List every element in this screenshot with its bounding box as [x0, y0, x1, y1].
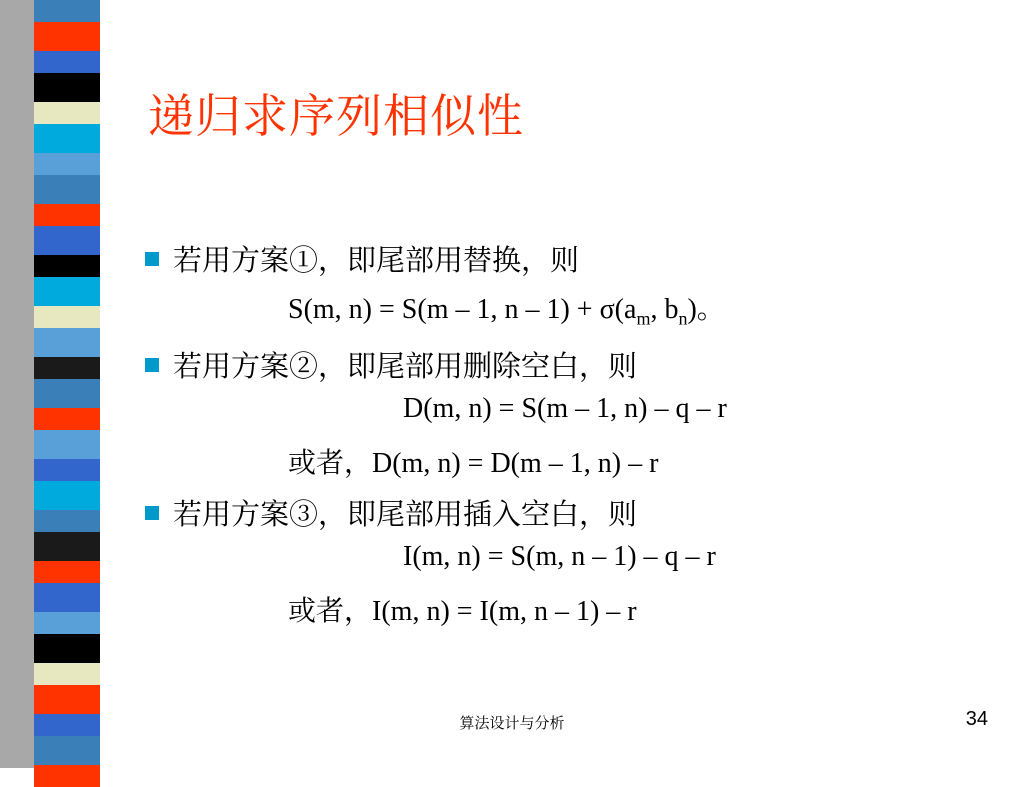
ribbon-band	[34, 663, 100, 685]
ribbon-band	[34, 765, 100, 787]
ribbon-band	[34, 226, 100, 255]
ribbon-band	[34, 153, 100, 175]
formula-text: D(m, n) = S(m – 1, n) – q – r	[403, 393, 727, 424]
ribbon-band	[34, 277, 100, 306]
bullet-text: 若用方案③，即尾部用插入空白，则	[173, 497, 638, 531]
bullet-item-1	[145, 238, 579, 279]
formula-deletion-alt	[288, 441, 658, 481]
formula-deletion	[403, 393, 727, 425]
formula-subscript-m: m	[636, 308, 651, 329]
bullet-item-2	[145, 344, 637, 385]
formula-text: D(m, n) = D(m – 1, n) – r	[372, 448, 659, 479]
formula-text: I(m, n) = S(m, n – 1) – q – r	[403, 541, 716, 572]
formula-subscript-n: n	[678, 308, 688, 329]
ribbon-band	[34, 634, 100, 663]
formula-prefix: 或者，	[288, 596, 373, 627]
formula-substitution	[288, 287, 725, 330]
bullet-text: 若用方案②，即尾部用删除空白，则	[173, 349, 638, 383]
ribbon-band	[34, 510, 100, 532]
ribbon-band	[34, 175, 100, 204]
formula-insertion	[403, 541, 716, 573]
decorative-stripe-ribbon	[34, 0, 100, 768]
square-bullet-icon	[145, 252, 159, 266]
ribbon-band	[34, 22, 100, 51]
ribbon-band	[34, 379, 100, 408]
ribbon-band	[34, 255, 100, 277]
formula-insertion-alt	[288, 589, 637, 629]
ribbon-band	[34, 204, 100, 226]
ribbon-band	[34, 51, 100, 73]
formula-text: S(m, n) = S(m – 1, n – 1) + σ(a	[288, 294, 637, 325]
ribbon-band	[34, 73, 100, 102]
formula-text-mid: , b	[650, 294, 679, 325]
ribbon-band	[34, 459, 100, 481]
formula-text: I(m, n) = I(m, n – 1) – r	[372, 596, 637, 627]
ribbon-band	[34, 532, 100, 561]
ribbon-band	[34, 357, 100, 379]
bullet-item-3	[145, 492, 637, 533]
square-bullet-icon	[145, 506, 159, 520]
footer-course-title: 算法设计与分析	[459, 714, 565, 732]
bullet-text: 若用方案①，即尾部用替换，则	[173, 243, 580, 277]
ribbon-band	[34, 408, 100, 430]
ribbon-band	[34, 685, 100, 714]
ribbon-band	[34, 583, 100, 612]
formula-prefix: 或者，	[288, 448, 373, 479]
ribbon-band	[34, 561, 100, 583]
formula-text-suffix: )。	[687, 294, 725, 325]
ribbon-band	[34, 612, 100, 634]
ribbon-band	[34, 102, 100, 124]
ribbon-band	[34, 328, 100, 357]
square-bullet-icon	[145, 358, 159, 372]
slide-title: 递归求序列相似性	[148, 89, 524, 143]
ribbon-band	[34, 306, 100, 328]
ribbon-band	[34, 124, 100, 153]
ribbon-band	[34, 736, 100, 765]
ribbon-band	[34, 0, 100, 22]
ribbon-band	[34, 481, 100, 510]
footer-page-number: 34	[965, 708, 988, 730]
ribbon-shadow	[0, 0, 34, 768]
ribbon-band	[34, 430, 100, 459]
